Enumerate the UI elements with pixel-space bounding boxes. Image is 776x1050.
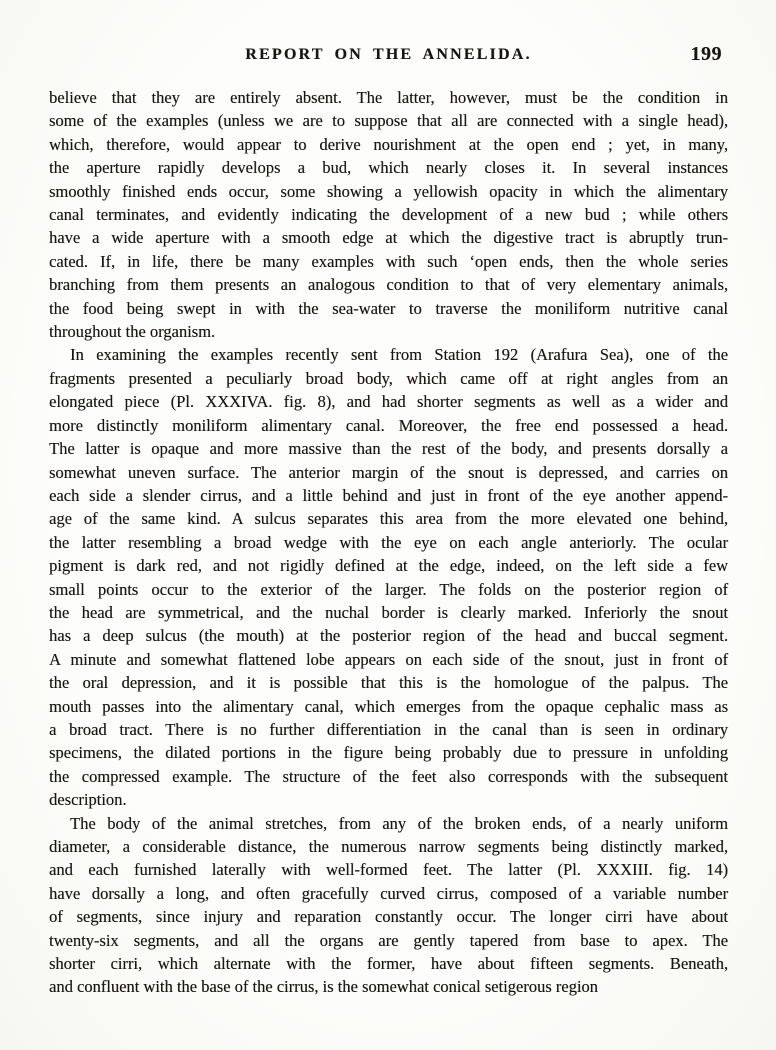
text-line: age of the same kind. A sulcus separates this area from the more elevated one behind, [49, 509, 728, 529]
text-line: cated. If, in life, there be many examples with such ‘open ends, then the whole series [49, 251, 728, 271]
text-line: canal terminates, and evidently indicating the development of a new bud ; while others [49, 205, 728, 225]
text-line: twenty-six segments, and all the organs are gently tapered from base to apex. The [49, 930, 728, 950]
text-line: and each furnished laterally with well-formed feet. The latter (Pl. XXXIII. fig. 14) [49, 860, 728, 880]
text-line: fragments presented a peculiarly broad body, which came off at right angles from an [49, 368, 728, 388]
text-line: smoothly finished ends occur, some showing a yellowish opacity in which the alimentary [49, 181, 728, 201]
text-line: a broad tract. There is no further differentiation in the canal than is seen in ordinary [49, 719, 728, 739]
text-line: somewhat uneven surface. The anterior margin of the snout is depressed, and carries on [49, 462, 728, 482]
text-line: which, therefore, would appear to derive nourishment at the open end ; yet, in many, [49, 134, 728, 154]
text-line: has a deep sulcus (the mouth) at the posterior region of the head and buccal segment. [49, 626, 728, 646]
text-line: the aperture rapidly develops a bud, which nearly closes it. In several instances [49, 158, 728, 178]
text-line: specimens, the dilated portions in the figure being probably due to pressure in unfolding [49, 743, 728, 763]
text-line: have dorsally a long, and often gracefully curved cirrus, composed of a variable number [49, 883, 728, 903]
text-line: mouth passes into the alimentary canal, which emerges from the opaque cephalic mass as [49, 696, 728, 716]
text-line: and confluent with the base of the cirrus, is the somewhat conical setigerous region [49, 977, 598, 997]
text-line: elongated piece (Pl. XXXIVA. fig. 8), and had shorter segments as well as a wider and [49, 392, 728, 412]
text-line: The body of the animal stretches, from any of the broken ends, of a nearly uniform [70, 813, 728, 833]
text-line: In examining the examples recently sent from Station 192 (Arafura Sea), one of the [70, 345, 728, 365]
text-line: of segments, since injury and reparation constantly occur. The longer cirri have about [49, 907, 728, 927]
body-text [49, 86, 728, 999]
text-line: believe that they are entirely absent. The latter, however, must be the condition in [49, 88, 728, 107]
text-line: throughout the organism. [49, 322, 216, 342]
text-line: the latter resembling a broad wedge with the eye on each angle anteriorly. The ocular [49, 532, 728, 552]
text-line: have a wide aperture with a smooth edge at which the digestive tract is abruptly trun- [49, 228, 728, 248]
text-line: description. [49, 790, 127, 810]
page-header [49, 43, 728, 70]
text-line: A minute and somewhat flattened lobe appears on each side of the snout, just in front of [49, 649, 728, 669]
text-line: small points occur to the exterior of the larger. The folds on the posterior region of [49, 579, 728, 599]
text-line: pigment is dark red, and not rigidly defined at the edge, indeed, on the left side a few [49, 556, 728, 576]
running-title: REPORT ON THE ANNELIDA. [245, 46, 532, 63]
text-line: some of the examples (unless we are to suppose that all are connected with a single head), [49, 111, 728, 131]
text-line: more distinctly moniliform alimentary canal. Moreover, the free end possessed a head. [49, 415, 728, 435]
page-number: 199 [690, 43, 722, 65]
text-line: the head are symmetrical, and the nuchal border is clearly marked. Inferiorly the snout [49, 602, 728, 622]
text-line: The latter is opaque and more massive than the rest of the body, and presents dorsally a [49, 439, 728, 459]
text-line: the food being swept in with the sea-water to traverse the moniliform nutritive canal [49, 298, 728, 318]
text-line: branching from them presents an analogous condition to that of very elementary animals, [49, 275, 728, 295]
text-line: the oral depression, and it is possible that this is the homologue of the palpus. The [49, 673, 728, 693]
text-line: shorter cirri, which alternate with the former, have about fifteen segments. Beneath, [49, 954, 728, 974]
text-line: diameter, a considerable distance, the numerous narrow segments being distinctly marked, [49, 837, 728, 856]
text-line: each side a slender cirrus, and a little behind and just in front of the eye another append- [49, 485, 728, 505]
text-line: the compressed example. The structure of the feet also corresponds with the subsequent [49, 766, 728, 786]
